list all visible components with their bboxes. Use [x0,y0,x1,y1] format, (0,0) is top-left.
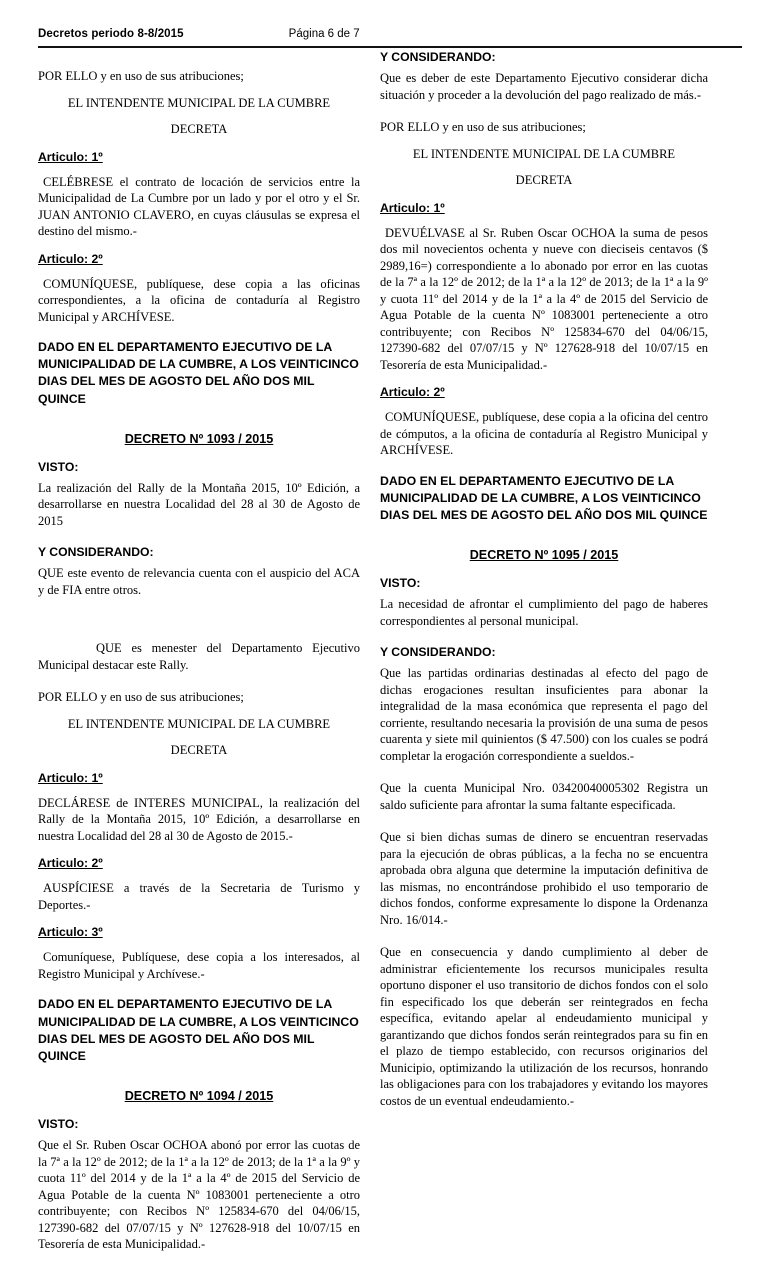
article-heading: Articulo: 1º [38,770,103,785]
paragraph: DEVUÉLVASE al Sr. Ruben Oscar OCHOA la suma de pesos dos mil novecientos ochenta y nueve con dieciseis centavos ($ 2989,16=) correspondiente a lo abonado por error en las cuotas de la 7ª a la 12º de 2012; de la 1ª a la 12º de 2013; de la 1ª a la 9º y cuota 11º del 2014 y de la 1ª a la 4º de 2015 del Servicio de Agua Potable de la cuenta Nº 1083001 perteneciente a otro contribuyente; con Recibos Nº 125834-670 del 04/06/15, 127390-682 del 07/07/15 y Nº 127628-918 del 10/07/15 en Tesorería de esta Municipalidad.- [380,225,708,372]
paragraph: La realización del Rally de la Montaña 2015, 10º Edición, a desarrollarse en nuestra Localidad del 28 al 30 de Agosto de 2015 [38,480,360,528]
considerando-label: Y CONSIDERANDO: [380,645,496,660]
considerando-label: Y CONSIDERANDO: [38,545,154,560]
decree-title: DECRETO Nº 1095 / 2015 [469,548,619,563]
paragraph: COMUNÍQUESE, publíquese, dese copia a las oficinas correspondientes, a la oficina de contaduría al Registro Municipal y ARCHÍVESE. [38,276,360,324]
intendente-line: EL INTENDENTE MUNICIPAL DE LA CUMBRE [67,716,331,731]
right-column [380,48,708,1263]
paragraph: Que las partidas ordinarias destinadas al efecto del pago de dichas erogaciones resultan insuficientes para abonar la integralidad de la masa económica que representa el pago del corriente, resultando necesaria la provisión de una suma de pesos cuarenta y siete mil quinientos ($ 47.500) con los cuales se podrá completar la erogación correspondiente a sueldos.- [380,666,708,763]
header-page-number: Página 6 de 7 [288,28,360,40]
paragraph: COMUNÍQUESE, publíquese, dese copia a la oficina del centro de cómputos, a la oficina de contaduría al Registro Municipal y ARCHÍVESE. [380,410,708,457]
header-doc-title: Decretos periodo 8-8/2015 [38,28,184,40]
left-column [38,48,360,1263]
article-heading: Articulo: 3º [38,925,103,940]
article-heading: Articulo: 2º [38,856,103,871]
paragraph: Que la cuenta Municipal Nro. 03420040005302 Registra un saldo suficiente para afrontar la suma faltante especificada. [380,781,708,812]
decreta-line: DECRETA [515,173,573,187]
visto-label: VISTO: [380,576,421,591]
paragraph: POR ELLO y en uso de sus atribuciones; [380,120,586,134]
paragraph: POR ELLO y en uso de sus atribuciones; [38,69,244,83]
paragraph: La necesidad de afrontar el cumplimiento del pago de haberes correspondientes al personal municipal. [380,597,708,628]
paragraph: Que si bien dichas sumas de dinero se encuentran reservadas para la ejecución de obras públicas, a la fecha no se encuentra aprobada obra alguna que determine la imputación definitiva de las mismas, no encontrándose prohibido el uso temporario de dichos fondos, conforme expresamente lo dispone la Ordenanza Nro. 16/014.- [380,830,708,927]
decree-title: DECRETO Nº 1093 / 2015 [124,431,274,446]
decreta-line: DECRETA [170,122,228,136]
decreta-line: DECRETA [170,743,228,758]
paragraph: POR ELLO y en uso de sus atribuciones; [38,690,244,705]
dado-statement: DADO EN EL DEPARTAMENTO EJECUTIVO DE LA MUNICIPALIDAD DE LA CUMBRE, A LOS VEINTICINCO DIAS DEL MES DE AGOSTO DEL AÑO DOS MIL QUINCE [38,340,359,406]
article-heading: Articulo: 2º [38,251,103,266]
page-header [38,28,742,48]
two-column-body [0,48,778,1263]
paragraph: Que el Sr. Ruben Oscar OCHOA abonó por error las cuotas de la 7ª a la 12º de 2012; de la 1ª a la 12º de 2013; de la 1ª a la 9º y cuota 11º del 2014 y de la 1ª a la 4º de 2015 del Servicio de Agua Potable de la cuenta Nº 1083001 perteneciente a otro contribuyente; con Recibos Nº 125834-670 del 04/06/15, 127390-682 del 07/07/15 y Nº 127628-918 del 10/07/15 en Tesorería de esta Municipalidad.- [38,1138,360,1252]
considerando-label: Y CONSIDERANDO: [380,50,496,64]
paragraph: Comuníquese, Publíquese, dese copia a los interesados, al Registro Municipal y Archívese.- [38,950,360,981]
paragraph: DECLÁRESE de INTERES MUNICIPAL, la realización del Rally de la Montaña 2015, 10º Edición, a desarrollarse en nuestra Localidad del 28 al 30 de Agosto de 2015.- [38,795,360,843]
article-heading: Articulo: 2º [380,385,445,399]
article-heading: Articulo: 1º [38,149,103,164]
paragraph: AUSPÍCIESE a través de la Secretaria de Turismo y Deportes.- [38,881,360,912]
paragraph: QUE este evento de relevancia cuenta con el auspicio del ACA y de FIA entre otros. [38,566,360,597]
visto-label: VISTO: [38,1117,79,1132]
paragraph: QUE es menester del Departamento Ejecutivo Municipal destacar este Rally. [38,641,360,672]
paragraph: CELÉBRESE el contrato de locación de servicios entre la Municipalidad de La Cumbre por un lado y por el otro y el Sr. JUAN ANTONIO CLAVERO, en cuyas cláusulas se expresa el destino del mismo.- [38,174,360,238]
paragraph: Que en consecuencia y dando cumplimiento al deber de administrar eficientemente los recursos municipales resulta oportuno disponer el uso transitorio de dichos fondos con el solo fin especificado los que deberán ser reintegrados en fecha específica, evitando apelar al endeudamiento municipal y garantizando que dichos fondos serán reintegrados para su fin en el plazo de tiempo establecido, con recursos originarios del Municipio, optimizando la utilización de los recursos, honrando las obligaciones para con los trabajadores y evitando los mayores costos de un eventual endeudamiento.- [380,945,708,1108]
article-heading: Articulo: 1º [380,200,445,215]
dado-statement: DADO EN EL DEPARTAMENTO EJECUTIVO DE LA MUNICIPALIDAD DE LA CUMBRE, A LOS VEINTICINCO DIAS DEL MES DE AGOSTO DEL AÑO DOS MIL QUINCE [38,997,359,1063]
visto-label: VISTO: [38,459,79,474]
intendente-line: EL INTENDENTE MUNICIPAL DE LA CUMBRE [67,95,331,110]
intendente-line: EL INTENDENTE MUNICIPAL DE LA CUMBRE [412,146,676,161]
dado-statement: DADO EN EL DEPARTAMENTO EJECUTIVO DE LA MUNICIPALIDAD DE LA CUMBRE, A LOS VEINTICINCO DIAS DEL MES DE AGOSTO DEL AÑO DOS MIL QUINCE [380,473,708,522]
decree-title: DECRETO Nº 1094 / 2015 [124,1089,274,1104]
paragraph: Que es deber de este Departamento Ejecutivo considerar dicha situación y proceder a la devolución del pago realizado de más.- [380,71,708,102]
